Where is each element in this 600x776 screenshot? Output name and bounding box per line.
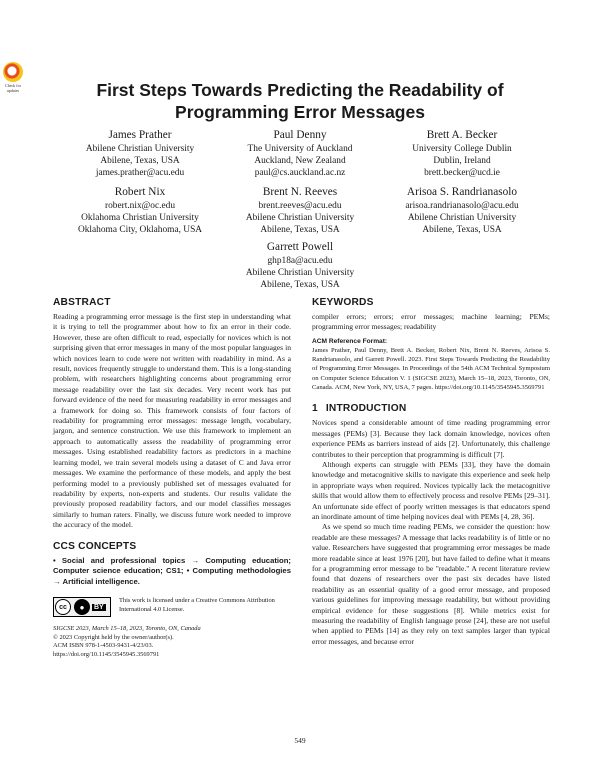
intro-paragraph: Although experts can struggle with PEMs [33], they have the domain knowledge and metacognitive skills to navigate this experience and seek help in appropriate ways when required. Novices typically lack the metacognitive skills that would allow them to effectively process and resolve PEMs [29–31]. An unfortunate side effect of poorly written messages is that educators spend an inordinate amount of time helping novices deal with PEMs [4, 28, 36].	[312, 459, 550, 521]
abstract-body	[53, 312, 291, 531]
author-block	[215, 240, 385, 291]
cc-icon: cc	[55, 599, 71, 615]
author-location: Abilene, Texas, USA	[260, 225, 340, 235]
keywords-heading: KEYWORDS	[312, 297, 374, 308]
title-line-2: Programming Error Messages	[175, 102, 425, 122]
author-affiliation: University College Dublin	[412, 144, 512, 154]
author-block	[377, 185, 547, 236]
reference-format-text: James Prather, Paul Denny, Brett A. Becker, Robert Nix, Brent N. Reeves, Arisoa S. Randrianasolo, and Garrett Powell. 2023. First Steps Towards Predicting the Readability of Programming Error Messages. In Proceedings of the 54th ACM Technical Symposium on Computer Science Education V. 1 (SIGCSE 2023), March 15–18, 2023, Toronto, ON, Canada. ACM, New York, NY, USA, 7 pages. https://doi.org/10.1145/3545945.3569791	[312, 346, 550, 391]
author-affiliation: Abilene Christian University	[407, 213, 517, 223]
author-block	[215, 185, 385, 236]
intro-paragraph: As we spend so much time reading PEMs, we consider the question: how readable are these messages? A message that lacks readability is of little or no value. Researchers have suggested that programming error messages be made more readable since at least 1976 [20], but have failed to define what it means for a programming error message to be "readable." A recent literature review found that dozens of researchers over the past six decades have listed readability as an essential quality of a good error message, and proposed various guidelines for improving message readability, but without providing empirical evidence for these suggestions [8]. While metrics exist for measuring the readability of English language prose [24], these are not useful when applied to PEMs [14] as they rely on text samples larger than typical error messages, and because error	[312, 522, 550, 646]
author-email[interactable]: paul@cs.auckland.ac.nz	[254, 168, 346, 178]
author-location: Abilene, Texas, USA	[260, 280, 340, 290]
conference-info	[53, 625, 291, 659]
reference-format-heading: ACM Reference Format:	[312, 337, 388, 345]
author-affiliation: Abilene Christian University	[245, 268, 355, 278]
section-number: 1	[312, 403, 318, 415]
crossmark-icon	[3, 62, 23, 82]
badge-label: Check for updates	[5, 83, 21, 93]
author-email[interactable]: arisoa.randrianasolo@acu.edu	[405, 201, 519, 211]
author-location: Abilene, Texas, USA	[422, 225, 502, 235]
author-name: Brett A. Becker	[426, 129, 498, 141]
author-block	[55, 185, 225, 236]
left-column	[53, 296, 291, 659]
title-line-1: First Steps Towards Predicting the Readability of	[96, 80, 504, 100]
author-affiliation: Abilene Christian University	[85, 144, 195, 154]
abstract-text: Reading a programming error message is the first step in understanding what it is trying to tell the programmer about how to fix an error in their code. However, these are often difficult to read, especially for novices which is not surprising given that error messages in many of the most popular languages in which novices learn to code were not written with readability in mind. As a result, novices frequently struggle to understand them. This is a long-standing problem, with researchers highlighting concerns about programming error message readability over the last six decades. Very recent work has put forward evidence of the need for measuring readability in error messages and a framework for doing so. This framework consists of four factors of readability for programming error messages: message length, vocabulary, jargon, and sentence construction. We use this framework to implement an approach to automatically assess the readability of programming error messages. Using established readability factors as predictors in a machine learning model, we train several models using a dataset of C and Java error messages. We examine the performance of these models, and apply the best performing model to a previously published set of messages evaluated for readability by experts, non-experts and students. Our results validate the previously proposed readability factors, and our model classifies messages similarly to human raters. Finally, we discuss future work needed to improve the accuracy of the model.	[53, 312, 291, 530]
author-block	[377, 128, 547, 179]
author-location: Abilene, Texas, USA	[100, 156, 180, 166]
author-location: Dublin, Ireland	[433, 156, 491, 166]
author-location: Oklahoma City, Oklahoma, USA	[77, 225, 203, 235]
author-location: Auckland, New Zealand	[254, 156, 346, 166]
author-name: Brent N. Reeves	[262, 186, 338, 198]
author-affiliation: The University of Auckland	[247, 144, 353, 154]
isbn-line: ACM ISBN 978-1-4503-9431-4/23/03.	[53, 642, 154, 650]
cc-by-badge[interactable]	[53, 597, 111, 617]
by-label: BY	[94, 603, 104, 611]
author-block	[55, 128, 225, 179]
author-block	[215, 128, 385, 179]
author-email[interactable]: robert.nix@oc.edu	[104, 201, 176, 211]
introduction-body	[312, 418, 550, 647]
introduction-heading	[312, 402, 550, 415]
section-title: INTRODUCTION	[325, 403, 407, 415]
author-email[interactable]: brett.becker@ucd.ie	[424, 168, 500, 178]
copyright-line: © 2023 Copyright held by the owner/author(s).	[53, 633, 174, 641]
ccs-concepts: • Social and professional topics → Computing education; Computer science education; CS1; • Computing methodologies → Artificial intelligence.	[53, 555, 291, 586]
check-for-updates-badge[interactable]	[1, 62, 25, 98]
abstract-heading: ABSTRACT	[53, 297, 111, 308]
intro-paragraph: Novices spend a considerable amount of time reading programming error messages (PEMs) [3]. Because they lack domain knowledge, novices often experience PEMs as barriers instead of aids [2]. Unfortunately, this challenge contributes to their perception that programming is difficult [7].	[312, 418, 550, 459]
ccs-heading: CCS CONCEPTS	[53, 540, 137, 552]
author-email[interactable]: james.prather@acu.edu	[95, 168, 185, 178]
right-column	[312, 296, 550, 647]
paper-title	[60, 79, 540, 123]
author-email[interactable]: brent.reeves@acu.edu	[258, 201, 342, 211]
page-number: 549	[294, 736, 306, 745]
conference-line: SIGCSE 2023, March 15–18, 2023, Toronto, ON, Canada	[53, 625, 201, 633]
person-icon: ●	[74, 599, 90, 615]
author-name: Robert Nix	[114, 186, 166, 198]
author-name: Arisoa S. Randrianasolo	[406, 186, 518, 198]
author-email[interactable]: ghp18a@acu.edu	[267, 256, 333, 266]
author-name: Paul Denny	[273, 129, 327, 141]
author-name: James Prather	[108, 129, 172, 141]
author-affiliation: Oklahoma Christian University	[81, 213, 199, 223]
author-affiliation: Abilene Christian University	[245, 213, 355, 223]
doi-link[interactable]: https://doi.org/10.1145/3545945.3569791	[53, 650, 160, 658]
keywords-text: compiler errors; errors; error messages; machine learning; PEMs; programming error messages; readability	[312, 312, 550, 332]
license-block	[53, 597, 291, 617]
author-name: Garrett Powell	[266, 241, 334, 253]
license-text: This work is licensed under a Creative Commons Attribution International 4.0 License.	[119, 597, 275, 613]
